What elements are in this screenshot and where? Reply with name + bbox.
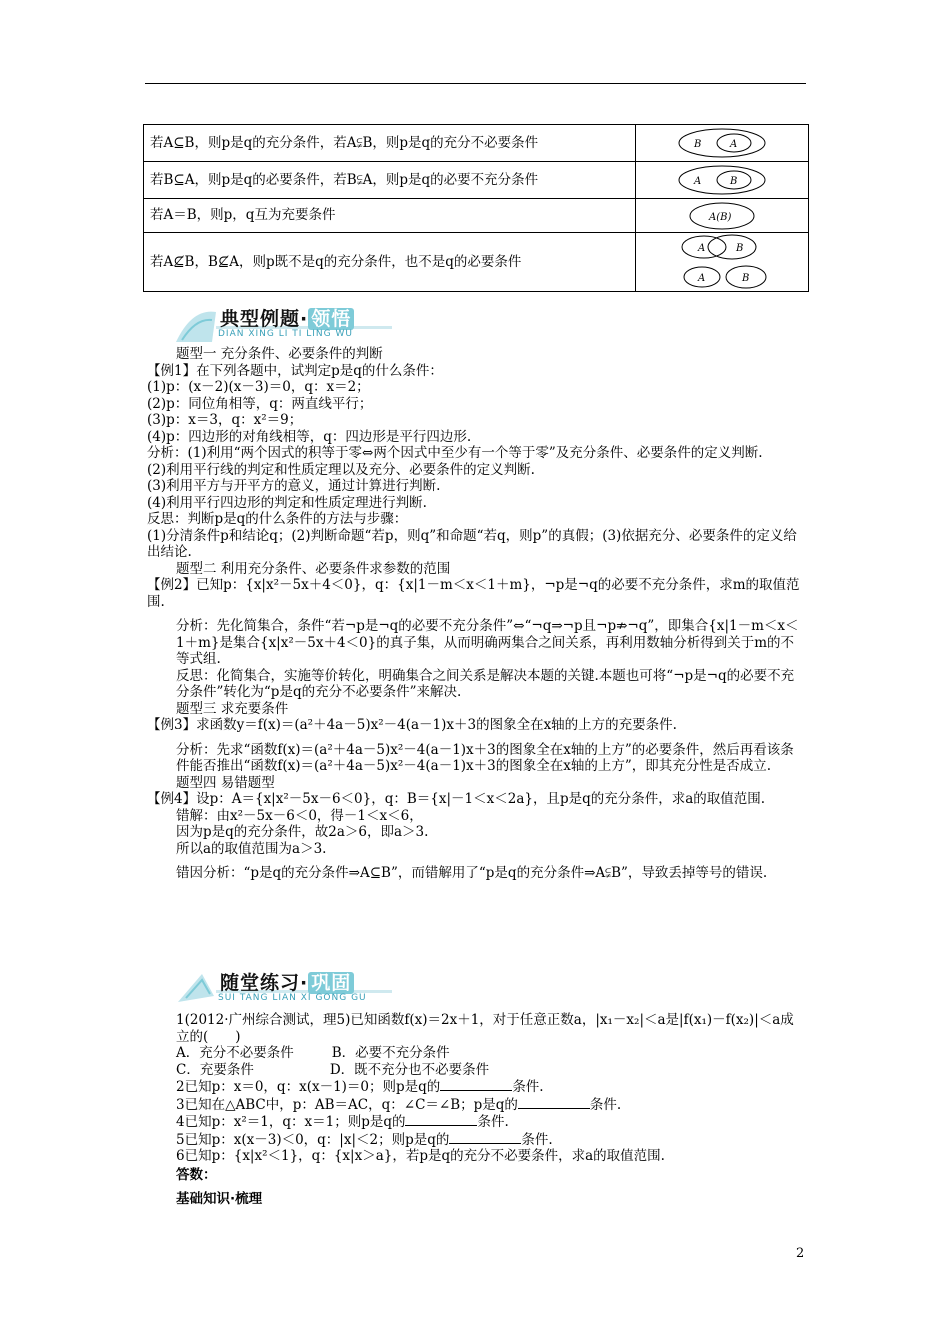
analysis-item: (4)利用平行四边形的判定和性质定理进行判断.	[147, 494, 427, 511]
analysis-item: (3)利用平方与开平方的意义，通过计算进行判断.	[147, 478, 441, 494]
venn-label: A	[729, 139, 738, 150]
error-analysis: 错因分析：“p是q的充分条件⇒A⊆B”，而错解用了“p是q的充分条件⇒A⫋B”，导致丢掉等号的错误.	[176, 865, 768, 881]
banner-title: 典型例题· 领悟	[220, 304, 354, 331]
venn-label: A	[693, 176, 702, 187]
venn-label: A	[697, 243, 706, 254]
question-1-options	[147, 1045, 807, 1062]
option-a: A．充分不必要条件	[176, 1045, 294, 1061]
condition-table	[143, 124, 809, 292]
table-cell-text: 若A⊈B，B⊈A，则p既不是q的充分条件，也不是q的必要条件	[144, 233, 636, 292]
reflection: 反思：化简集合，实施等价转化，明确集合之间关系是解决本题的关键.本题也可将“¬p是¬q的必要不充分条件”转化为“p是q的充分不必要条件”来解决.	[176, 667, 795, 700]
venn-label: A	[697, 273, 706, 284]
answers-heading: 答数：	[176, 1166, 217, 1183]
page-number: 2	[796, 1246, 805, 1261]
wrong-solution-step: 所以a的取值范围为a＞3.	[176, 840, 327, 857]
example-1-item: (4)p：四边形的对角线相等，q：四边形是平行四边形.	[147, 428, 472, 445]
section-banner-examples	[172, 302, 402, 346]
table-cell-text: 若A⊆B，则p是q的充分条件，若A⫋B，则p是q的充分不必要条件	[144, 125, 636, 162]
venn-label: B	[741, 273, 750, 284]
example-1-item: (1)p：(x－2)(x－3)＝0，q：x＝2；	[147, 379, 370, 395]
question-4: 4已知p：x²＝1，q：x＝1；则p是q的 条件.	[176, 1114, 509, 1130]
venn-b-contains-a	[672, 126, 772, 160]
example-3: 【例3】求函数y＝f(x)＝(a²＋4a－5)x²－4(a－1)x＋3的图象全在x轴的上方的充要条件.	[147, 717, 677, 733]
venn-label: B	[729, 176, 738, 187]
practice-content	[147, 1012, 807, 1208]
examples-content	[147, 346, 807, 882]
table-cell-text: 若A＝B，则p，q互为充要条件	[144, 199, 636, 233]
table-row	[144, 199, 809, 233]
venn-equal	[682, 200, 762, 232]
banner-title: 随堂练习· 巩固	[220, 968, 354, 995]
banner-pinyin: SUI TANG LIAN XI GONG GU	[218, 993, 367, 1003]
heading-type-2: 题型二 利用充分条件、必要条件求参数的范围	[176, 560, 451, 577]
wrong-solution: 错解：由x²－5x－6＜0，得－1＜x＜6，	[176, 807, 423, 824]
question-1: 1(2012·广州综合测试，理5)已知函数f(x)＝2x＋1，对于任意正数a，|x₁－x₂|＜a是|f(x₁)－f(x₂)|＜a成立的( )	[176, 1012, 794, 1045]
header-rule	[145, 83, 806, 84]
reflection: 反思：判断p是q的什么条件的方法与步骤：	[147, 511, 408, 527]
venn-a-contains-b	[672, 163, 772, 197]
table-row	[144, 233, 809, 292]
example-1: 【例1】在下列各题中，试判定p是q的什么条件：	[147, 362, 443, 379]
answer-blank	[405, 1113, 477, 1126]
question-1-options	[147, 1062, 807, 1079]
section-banner-practice	[172, 966, 402, 1010]
answer-blank	[518, 1096, 590, 1109]
answer-blank	[449, 1131, 521, 1144]
venn-label: A(B)	[708, 211, 732, 223]
question-6: 6已知p：{x|x²＜1}，q：{x|x＞a}，若p是q的充分不必要条件，求a的取值范围.	[176, 1148, 665, 1164]
example-1-item: (2)p：同位角相等，q：两直线平行；	[147, 395, 373, 412]
banner-pinyin: DIAN XING LI TI LING WU	[218, 329, 353, 339]
table-cell-figure	[635, 199, 808, 233]
venn-label: B	[693, 139, 702, 150]
option-b: B．必要不充分条件	[331, 1045, 450, 1061]
analysis: 分析：(1)利用“两个因式的积等于零⇔两个因式中至少有一个等于零”及充分条件、必要条件的定义判断.	[147, 445, 763, 461]
question-5: 5已知p：x(x－3)＜0，q：|x|＜2；则p是q的 条件.	[176, 1131, 553, 1148]
table-cell-figure	[635, 233, 808, 292]
question-2: 2已知p：x＝0，q：x(x－1)＝0；则p是q的 条件.	[176, 1079, 544, 1095]
answer-blank	[440, 1078, 512, 1091]
venn-overlap-disjoint	[672, 233, 772, 291]
option-c: C．充要条件	[176, 1061, 254, 1078]
analysis-item: (2)利用平行线的判定和性质定理以及充分、必要条件的定义判断.	[147, 461, 535, 478]
analysis: 分析：先化简集合，条件“若¬p是¬q的必要不充分条件”⇔“¬q⇒¬p且¬p⇏¬q”，即集合{x|1－m＜x＜1＋m}是集合{x|x²－5x＋4＜0}的真子集，从而明确两集合之间关系，再利用数轴分析得到关于m的不等式组.	[176, 618, 799, 667]
example-1-item: (3)p：x＝3，q：x²＝9；	[147, 412, 303, 428]
heading-type-4: 题型四 易错题型	[176, 774, 275, 791]
table-row	[144, 125, 809, 162]
table-row	[144, 162, 809, 199]
analysis: 分析：先求“函数f(x)＝(a²＋4a－5)x²－4(a－1)x＋3的图象全在x轴的上方”的必要条件，然后再看该条件能否推出“函数f(x)＝(a²＋4a－5)x²－4(a－1)x＋3的图象全在x轴的上方”，即其充分性是否成立.	[176, 741, 794, 774]
example-4: 【例4】设p：A＝{x|x²－5x－6＜0}，q：B＝{x|－1＜x＜2a}，且p是q的充分条件，求a的取值范围.	[147, 791, 766, 807]
example-2: 【例2】已知p：{x|x²－5x＋4＜0}，q：{x|1－m＜x＜1＋m}，¬p是¬q的必要不充分条件，求m的取值范围.	[147, 577, 800, 610]
basic-knowledge-heading: 基础知识·梳理	[176, 1191, 263, 1207]
reflection-item: (1)分清条件p和结论q；(2)判断命题“若p，则q”和命题“若q，则p”的真假；(3)依据充分、必要条件的定义给出结论.	[147, 527, 797, 560]
option-d: D．既不充分也不必要条件	[329, 1061, 490, 1078]
heading-type-1: 题型一 充分条件、必要条件的判断	[176, 346, 383, 362]
question-3: 3已知在△ABC中，p：AB＝AC，q：∠C＝∠B；p是q的 条件.	[176, 1096, 622, 1113]
heading-type-3: 题型三 求充要条件	[176, 700, 289, 717]
table-cell-text: 若B⊆A，则p是q的必要条件，若B⫋A，则p是q的必要不充分条件	[144, 162, 636, 199]
table-cell-figure	[635, 125, 808, 162]
wrong-solution-step: 因为p是q的充分条件，故2a＞6，即a＞3.	[176, 824, 429, 840]
venn-label: B	[735, 243, 744, 254]
table-cell-figure	[635, 162, 808, 199]
